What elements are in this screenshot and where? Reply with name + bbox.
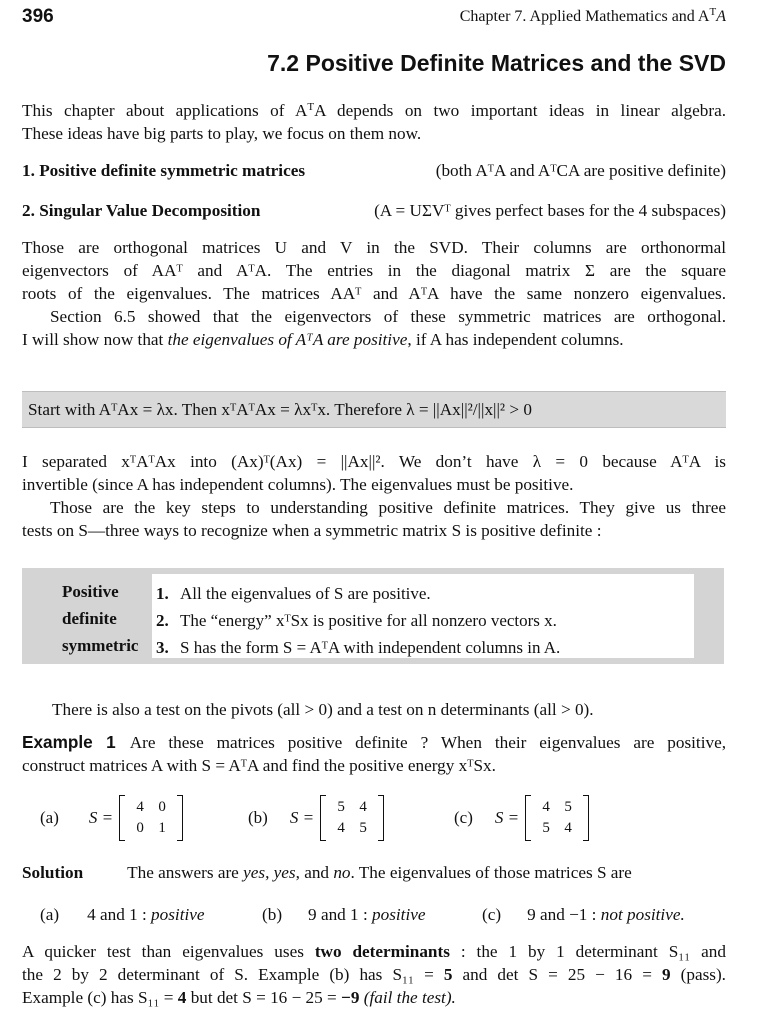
idea-1-label: 1. Positive definite symmetric matrices [22,161,306,180]
idea-2-note: (A = UΣVᵀ gives perfect bases for the 4 subspaces) [374,201,726,220]
answer-c: (c) 9 and −1 : not positive. [482,905,685,924]
solution-line: Solution The answers are yes, yes, and no. The eigenvalues of those matrices S are [22,863,632,882]
svd-line-3: roots of the eigenvalues. The matrices AAᵀ and AᵀA have the same nonzero eigenvalues. [22,284,726,303]
matrices-row [22,792,726,844]
matrix-a: (a) S = 4 0 0 1 [40,792,183,844]
det-line-3: Example (c) has S₁₁ = 4 but det S = 16 − 25 = −9 (fail the test). [22,988,456,1007]
example-label: Example 1 [22,732,116,752]
svd-line-2: eigenvectors of AAᵀ and AᵀA. The entries in the diagonal matrix Σ are the square [22,261,726,280]
answer-b: (b) 9 and 1 : positive [262,905,426,924]
textbook-page [22,0,726,1024]
page-number: 396 [22,6,54,27]
tests-label: Positive definite symmetric [62,582,139,655]
idea-2-label: 2. Singular Value Decomposition [22,201,261,220]
svd-line-1: Those are orthogonal matrices U and V in the SVD. Their columns are orthonormal [22,238,726,257]
matrix-c: (c) S = 4 5 5 4 [454,792,589,844]
sep-line-3: Those are the key steps to understanding positive definite matrices. They give us three [50,498,726,517]
det-line-2: the 2 by 2 determinant of S. Example (b) has S₁₁ = 5 and det S = 25 − 16 = 9 (pass). [22,965,726,984]
det-line-1: A quicker test than eigenvalues uses two determinants : the 1 by 1 determinant S₁₁ and [22,942,726,961]
test-item: 1. All the eigenvalues of S are positive. [156,584,431,603]
intro-line-1: This chapter about applications of $A^TA$ depends on two important ideas in linear algebra. [22,101,726,120]
test-item: 3. S has the form S = AᵀA with independent columns in A. [156,638,561,657]
idea-1 [22,159,726,182]
pivot-line: There is also a test on the pivots (all > 0) and a test on n determinants (all > 0). [52,700,594,719]
key-steps-box: Start with AᵀAx = λx. Then xᵀAᵀAx = λxᵀx. Therefore λ = ||Ax||²/||x||² > 0 [22,391,726,428]
example-line-2: construct matrices A with S = AᵀA and find the positive energy xᵀSx. [22,756,496,775]
running-head: Chapter 7. Applied Mathematics and $A^TA$ [459,6,726,25]
sep-line-2: invertible (since A has independent columns). The eigenvalues must be positive. [22,475,574,494]
svd-line-4: Section 6.5 showed that the eigenvectors of these symmetric matrices are orthogonal. [50,307,726,326]
sep-line-4: tests on S—three ways to recognize when a symmetric matrix S is positive definite : [22,521,602,540]
tests-box [22,568,724,664]
sep-line-1: I separated xᵀAᵀAx into (Ax)ᵀ(Ax) = ||Ax||². We don’t have λ = 0 because AᵀA is [22,452,726,471]
answer-a: (a) 4 and 1 : positive [40,905,205,924]
test-item: 2. The “energy” xᵀSx is positive for all nonzero vectors x. [156,611,557,630]
intro-line-2: These ideas have big parts to play, we focus on them now. [22,124,422,143]
idea-1-note: (both AᵀA and AᵀCA are positive definite) [435,161,726,180]
idea-2 [22,199,726,222]
svd-line-5: I will show now that the eigenvalues of AᵀA are positive, if A has independent columns. [22,330,624,349]
section-title: 7.2 Positive Definite Matrices and the SVD [267,50,726,76]
example-line-1: Example 1 Are these matrices positive definite ? When their eigenvalues are positive, [22,732,727,752]
tests-list [152,574,694,658]
solution-label: Solution [22,863,84,882]
matrix-b: (b) S = 5 4 4 5 [248,792,384,844]
